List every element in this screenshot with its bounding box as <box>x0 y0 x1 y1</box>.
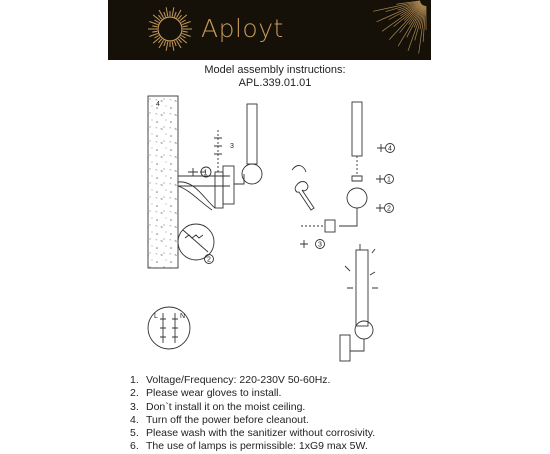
instruction-text: Voltage/Frequency: 220-230V 50-60Hz. <box>146 374 331 386</box>
instruction-number: 2. <box>130 387 139 400</box>
exploded-lamp <box>292 102 395 249</box>
instruction-item <box>130 401 375 414</box>
instruction-text: Don`t install it on the moist ceiling. <box>146 400 306 413</box>
instruction-item <box>130 427 375 440</box>
instruction-item <box>130 440 375 453</box>
brand-name: Aployt <box>201 14 284 43</box>
instruction-text: Please wear gloves to install. <box>146 387 282 400</box>
assembled-lamp <box>340 244 378 361</box>
instruction-text: Please wash with the sanitizer without corrosivity. <box>146 427 376 440</box>
wall-callout: 4 <box>156 101 160 108</box>
terminal-live-label: L <box>154 313 158 320</box>
instruction-item <box>130 374 375 387</box>
lamp-callout: 4 <box>388 145 392 153</box>
arm-callout: 3 <box>318 241 322 249</box>
nut-callout: 1 <box>387 176 391 184</box>
instruction-text: The use of lamps is permissible: 1xG9 max 5W. <box>146 440 368 453</box>
terminal-neutral-label: N <box>180 313 186 320</box>
instruction-number: 5. <box>130 427 139 440</box>
shade-callout: 2 <box>387 205 391 213</box>
instruction-item <box>130 387 375 400</box>
brand-banner <box>108 0 431 60</box>
instruction-number: 3. <box>130 400 139 413</box>
instruction-number: 1. <box>130 374 139 386</box>
screw-callout: 1 <box>203 169 208 177</box>
wire-callout: 2 <box>207 256 211 264</box>
model-number: APL.339.01.01 <box>238 77 312 89</box>
wall-section <box>148 96 178 268</box>
instruction-item <box>130 414 375 427</box>
instruction-number: 6. <box>130 440 139 453</box>
page-title: Model assembly instructions: <box>204 64 346 76</box>
wire-detail <box>178 224 214 264</box>
mounting-bracket <box>178 104 262 210</box>
assembly-diagram <box>0 90 550 375</box>
bracket-callout: 3 <box>230 143 234 150</box>
instruction-number: 4. <box>130 413 139 426</box>
instruction-list <box>130 374 375 454</box>
instruction-text: Turn off the power before cleanout. <box>146 413 309 426</box>
terminal-detail <box>148 307 190 349</box>
